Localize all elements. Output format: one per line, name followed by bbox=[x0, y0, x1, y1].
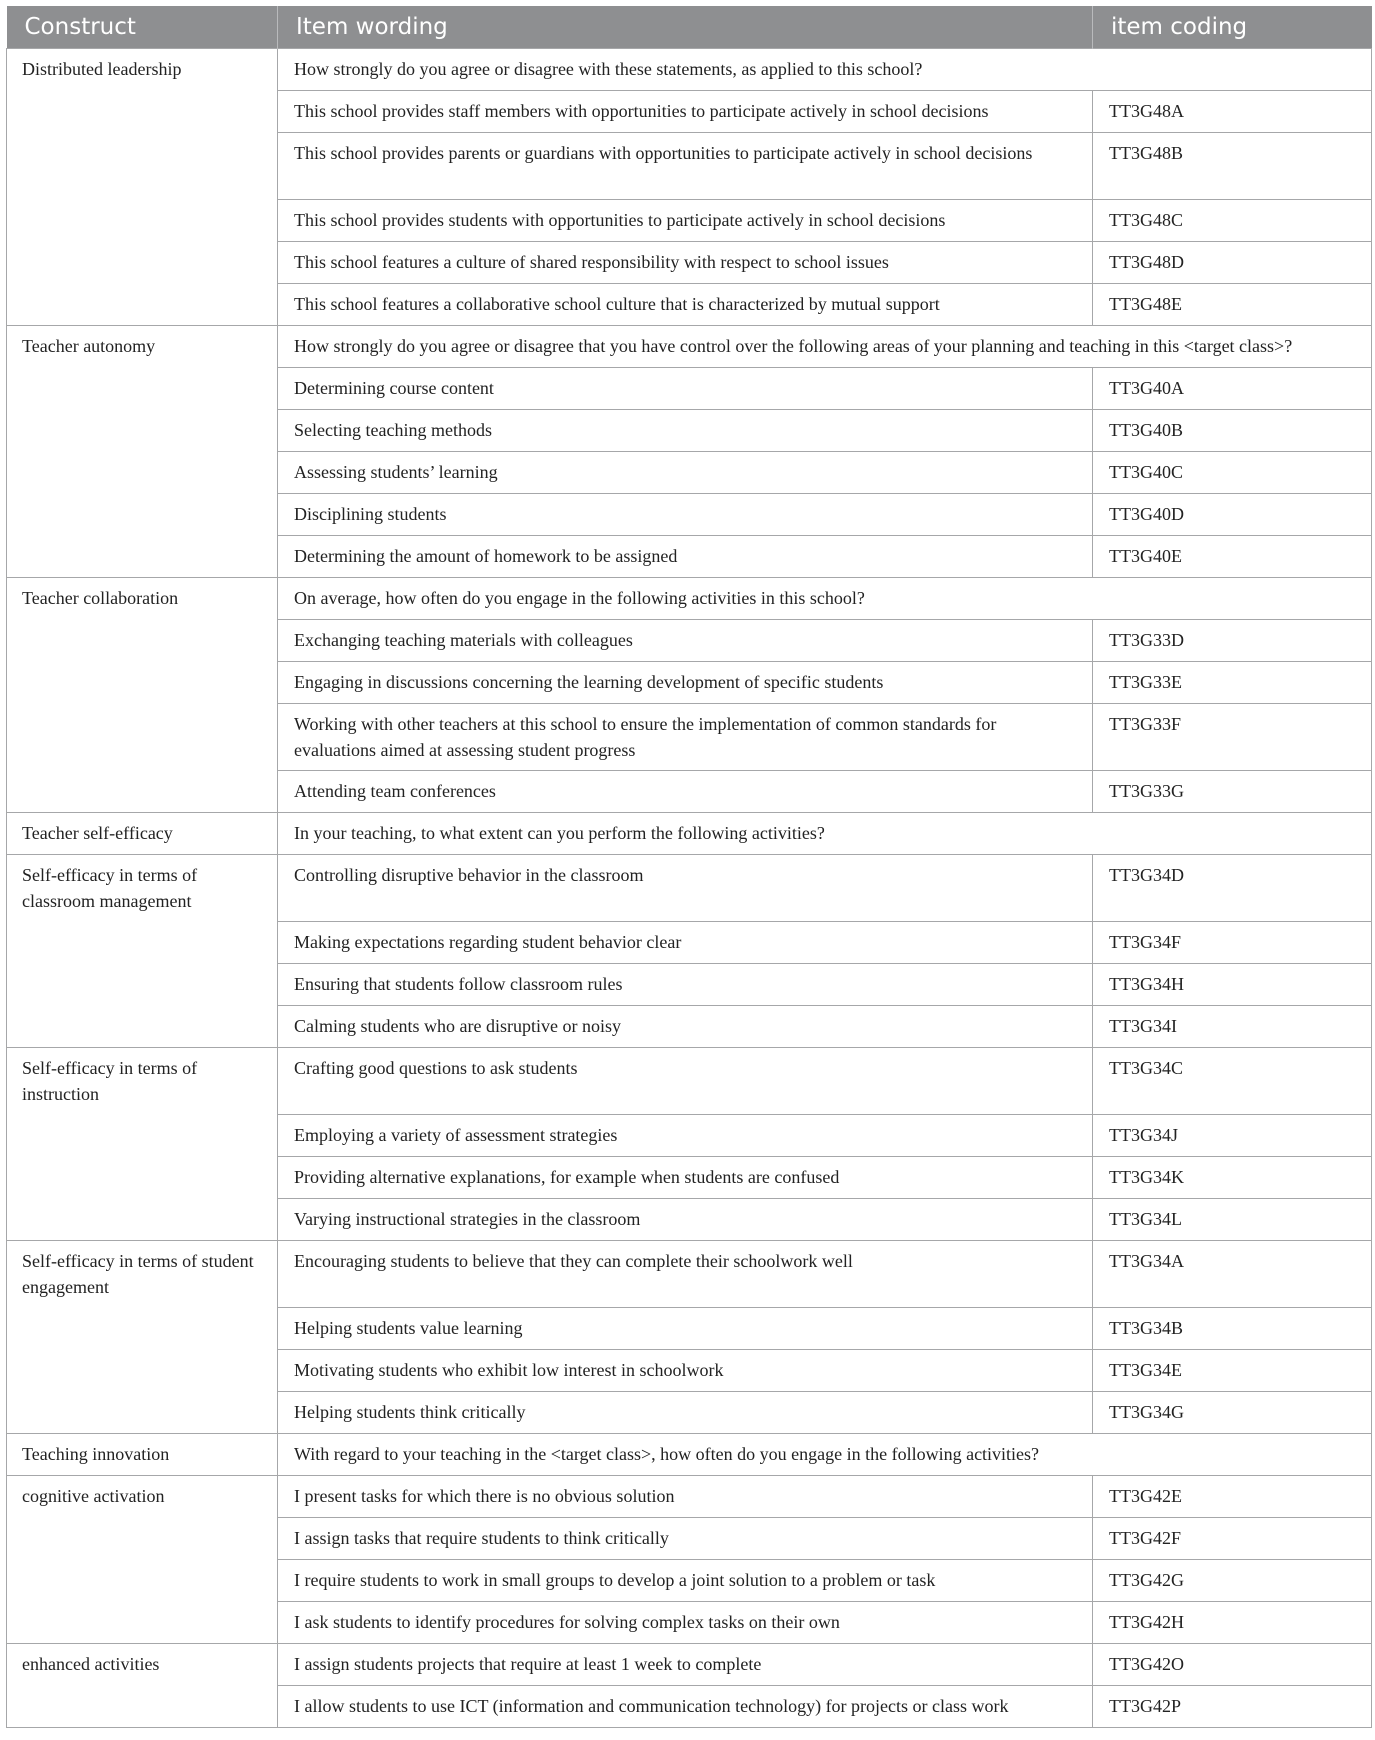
item-code-cell: TT3G42F bbox=[1093, 1518, 1372, 1560]
item-wording-cell: Calming students who are disruptive or noisy bbox=[278, 1006, 1093, 1048]
item-wording-cell: Engaging in discussions concerning the learning development of specific students bbox=[278, 662, 1093, 704]
table-row bbox=[7, 578, 1372, 620]
item-code-cell: TT3G40C bbox=[1093, 452, 1372, 494]
construct-cell: Self-efficacy in terms of student engagement bbox=[7, 1241, 278, 1434]
item-code-cell: TT3G33F bbox=[1093, 704, 1372, 771]
question-cell: With regard to your teaching in the <target class>, how often do you engage in the following activities? bbox=[278, 1434, 1372, 1476]
item-wording-cell: Helping students value learning bbox=[278, 1308, 1093, 1350]
item-code-cell: TT3G40A bbox=[1093, 368, 1372, 410]
item-wording-cell: I assign students projects that require at least 1 week to complete bbox=[278, 1644, 1093, 1686]
item-code-cell: TT3G40B bbox=[1093, 410, 1372, 452]
header-item-wording: Item wording bbox=[278, 6, 1093, 49]
header-construct: Construct bbox=[7, 6, 278, 49]
construct-cell: cognitive activation bbox=[7, 1476, 278, 1644]
item-wording-cell: Employing a variety of assessment strategies bbox=[278, 1115, 1093, 1157]
item-wording-cell: Assessing students’ learning bbox=[278, 452, 1093, 494]
question-cell: In your teaching, to what extent can you perform the following activities? bbox=[278, 813, 1372, 855]
item-wording-cell: Helping students think critically bbox=[278, 1392, 1093, 1434]
header-row bbox=[7, 6, 1372, 49]
item-code-cell: TT3G42P bbox=[1093, 1686, 1372, 1728]
item-wording-cell: This school provides students with opportunities to participate actively in school decisions bbox=[278, 200, 1093, 242]
item-wording-cell: I present tasks for which there is no obvious solution bbox=[278, 1476, 1093, 1518]
item-code-cell: TT3G34E bbox=[1093, 1350, 1372, 1392]
construct-cell: Self-efficacy in terms of classroom management bbox=[7, 855, 278, 1048]
item-code-cell: TT3G48C bbox=[1093, 200, 1372, 242]
item-code-cell: TT3G33D bbox=[1093, 620, 1372, 662]
item-wording-cell: Exchanging teaching materials with colleagues bbox=[278, 620, 1093, 662]
item-code-cell: TT3G34I bbox=[1093, 1006, 1372, 1048]
item-wording-cell: Ensuring that students follow classroom rules bbox=[278, 964, 1093, 1006]
table-row bbox=[7, 1434, 1372, 1476]
item-wording-cell: Selecting teaching methods bbox=[278, 410, 1093, 452]
item-wording-cell: Making expectations regarding student behavior clear bbox=[278, 922, 1093, 964]
item-wording-cell: Disciplining students bbox=[278, 494, 1093, 536]
item-code-cell: TT3G48E bbox=[1093, 284, 1372, 326]
item-wording-cell: I assign tasks that require students to think critically bbox=[278, 1518, 1093, 1560]
item-wording-cell: This school features a culture of shared responsibility with respect to school issues bbox=[278, 242, 1093, 284]
item-wording-cell: Controlling disruptive behavior in the classroom bbox=[278, 855, 1093, 922]
table-row bbox=[7, 1644, 1372, 1686]
table-row bbox=[7, 1241, 1372, 1308]
item-wording-cell: Varying instructional strategies in the classroom bbox=[278, 1199, 1093, 1241]
item-wording-cell: This school provides parents or guardians with opportunities to participate actively in school decisions bbox=[278, 133, 1093, 200]
item-code-cell: TT3G42H bbox=[1093, 1602, 1372, 1644]
construct-cell: Teacher collaboration bbox=[7, 578, 278, 813]
item-code-cell: TT3G34B bbox=[1093, 1308, 1372, 1350]
item-code-cell: TT3G34A bbox=[1093, 1241, 1372, 1308]
item-code-cell: TT3G34K bbox=[1093, 1157, 1372, 1199]
item-code-cell: TT3G42E bbox=[1093, 1476, 1372, 1518]
question-cell: On average, how often do you engage in the following activities in this school? bbox=[278, 578, 1372, 620]
item-code-cell: TT3G48A bbox=[1093, 91, 1372, 133]
item-code-cell: TT3G40E bbox=[1093, 536, 1372, 578]
item-code-cell: TT3G34C bbox=[1093, 1048, 1372, 1115]
table-row bbox=[7, 813, 1372, 855]
item-code-cell: TT3G34J bbox=[1093, 1115, 1372, 1157]
construct-cell: Distributed leadership bbox=[7, 49, 278, 326]
construct-items-table bbox=[6, 6, 1372, 1728]
construct-cell: Self-efficacy in terms of instruction bbox=[7, 1048, 278, 1241]
item-code-cell: TT3G42O bbox=[1093, 1644, 1372, 1686]
item-code-cell: TT3G48B bbox=[1093, 133, 1372, 200]
construct-cell: Teacher self-efficacy bbox=[7, 813, 278, 855]
item-wording-cell: Encouraging students to believe that they can complete their schoolwork well bbox=[278, 1241, 1093, 1308]
item-code-cell: TT3G40D bbox=[1093, 494, 1372, 536]
item-code-cell: TT3G42G bbox=[1093, 1560, 1372, 1602]
table-body bbox=[7, 49, 1372, 1728]
construct-cell: Teacher autonomy bbox=[7, 326, 278, 578]
table-row bbox=[7, 1476, 1372, 1518]
item-code-cell: TT3G34H bbox=[1093, 964, 1372, 1006]
table-row bbox=[7, 326, 1372, 368]
item-wording-cell: This school provides staff members with opportunities to participate actively in school decisions bbox=[278, 91, 1093, 133]
table-row bbox=[7, 1048, 1372, 1115]
item-wording-cell: Motivating students who exhibit low interest in schoolwork bbox=[278, 1350, 1093, 1392]
item-wording-cell: I ask students to identify procedures for solving complex tasks on their own bbox=[278, 1602, 1093, 1644]
item-wording-cell: Determining course content bbox=[278, 368, 1093, 410]
item-code-cell: TT3G34D bbox=[1093, 855, 1372, 922]
item-wording-cell: I allow students to use ICT (information and communication technology) for projects or class work bbox=[278, 1686, 1093, 1728]
item-code-cell: TT3G34F bbox=[1093, 922, 1372, 964]
construct-cell: Teaching innovation bbox=[7, 1434, 278, 1476]
item-wording-cell: Working with other teachers at this school to ensure the implementation of common standards for evaluations aimed at assessing student progress bbox=[278, 704, 1093, 771]
item-code-cell: TT3G34G bbox=[1093, 1392, 1372, 1434]
item-code-cell: TT3G34L bbox=[1093, 1199, 1372, 1241]
header-item-coding: item coding bbox=[1093, 6, 1372, 49]
table-row bbox=[7, 49, 1372, 91]
item-wording-cell: Determining the amount of homework to be assigned bbox=[278, 536, 1093, 578]
question-cell: How strongly do you agree or disagree with these statements, as applied to this school? bbox=[278, 49, 1372, 91]
item-code-cell: TT3G33G bbox=[1093, 771, 1372, 813]
item-code-cell: TT3G33E bbox=[1093, 662, 1372, 704]
question-cell: How strongly do you agree or disagree that you have control over the following areas of your planning and teaching in this <target class>? bbox=[278, 326, 1372, 368]
construct-cell: enhanced activities bbox=[7, 1644, 278, 1728]
item-wording-cell: Attending team conferences bbox=[278, 771, 1093, 813]
item-wording-cell: This school features a collaborative school culture that is characterized by mutual support bbox=[278, 284, 1093, 326]
item-wording-cell: Providing alternative explanations, for example when students are confused bbox=[278, 1157, 1093, 1199]
item-wording-cell: Crafting good questions to ask students bbox=[278, 1048, 1093, 1115]
item-wording-cell: I require students to work in small groups to develop a joint solution to a problem or task bbox=[278, 1560, 1093, 1602]
item-code-cell: TT3G48D bbox=[1093, 242, 1372, 284]
table-row bbox=[7, 855, 1372, 922]
